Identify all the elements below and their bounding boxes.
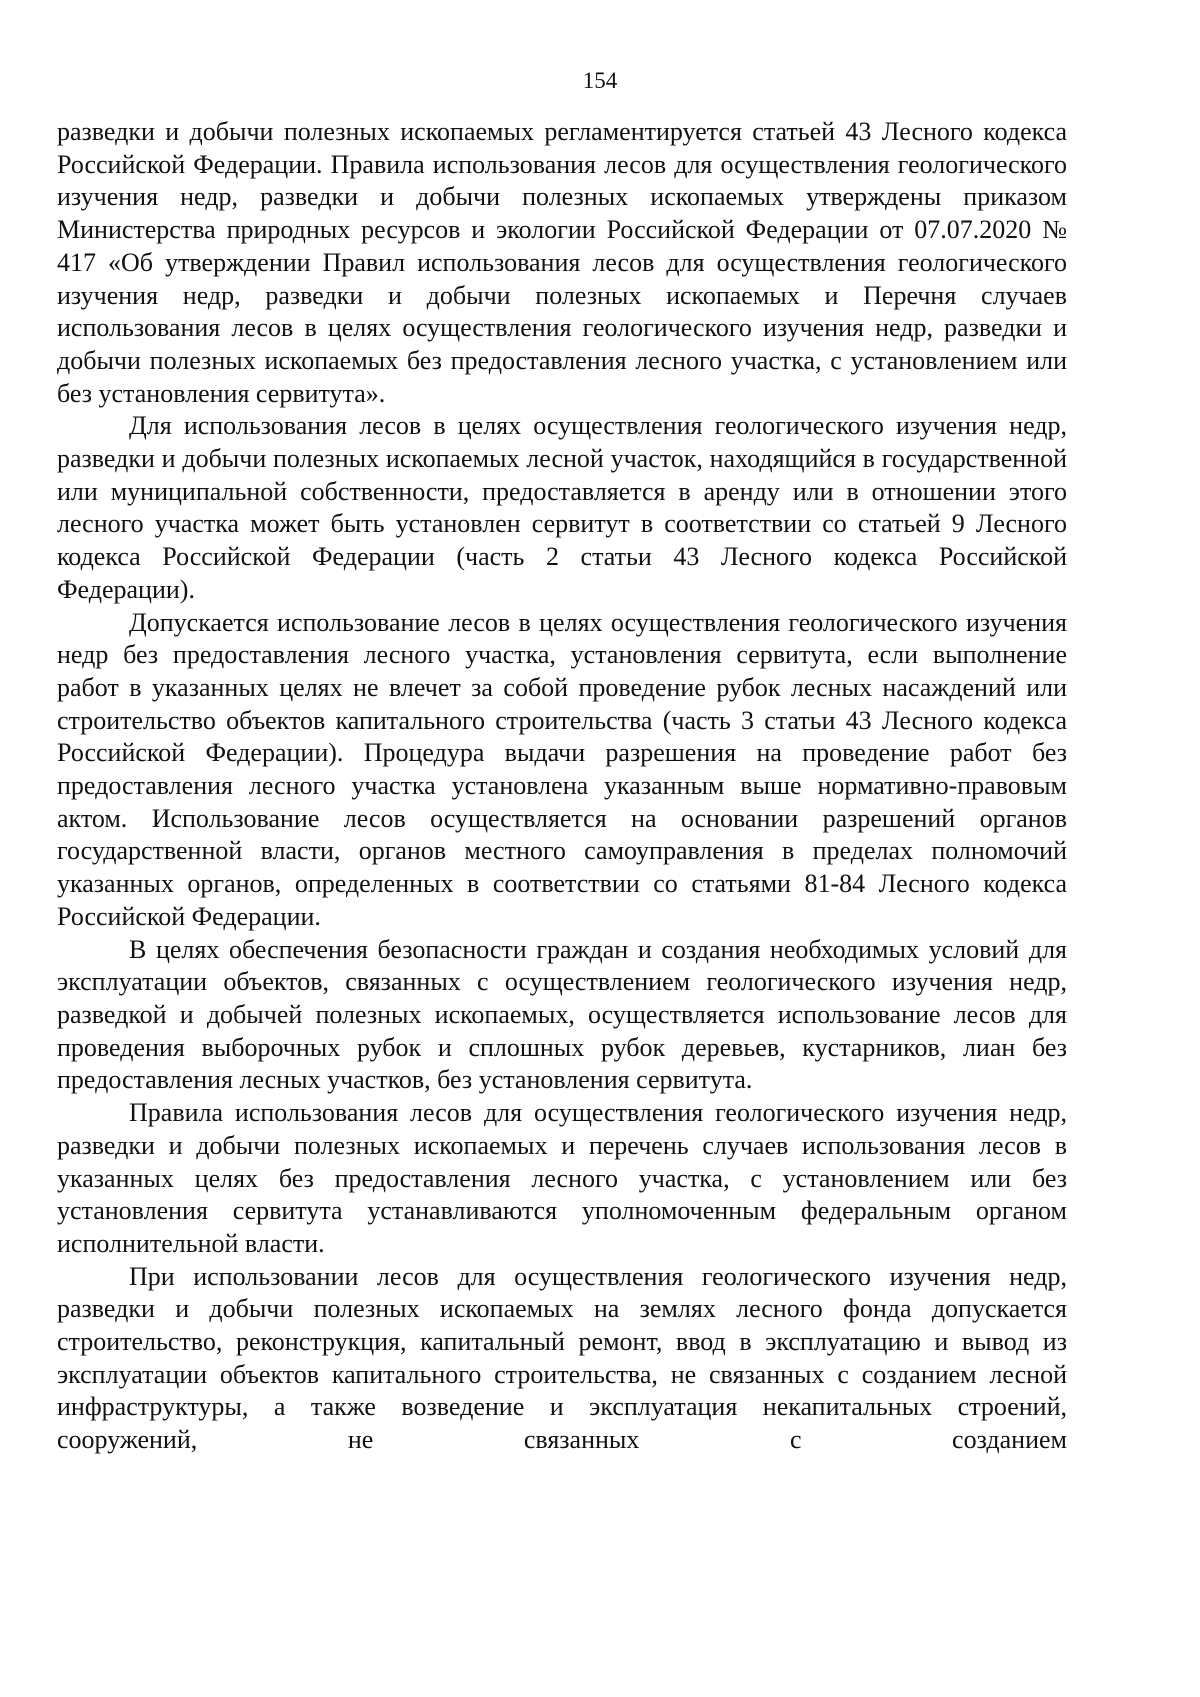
page-number: 154	[582, 68, 618, 93]
paragraph-without-plot: Допускается использование лесов в целях осуществления геологического изучения недр без предоставления лесного участка, установления сервитута, если выполнение работ в указанных целях не влечет за собой проведение рубок лесных насаждений или строительство объектов капитального строительства (часть 3 статьи 43 Лесного кодекса Российской Федерации). Процедура выдачи разрешения на проведение работ без предоставления лесного участка установлена указанным выше нормативно-правовым актом. Использование лесов осуществляется на основании разрешений органов государственной власти, органов местного самоуправления в пределах полномочий указанных органов, определенных в соответствии со статьями 81-84 Лесного кодекса Российской Федерации.	[57, 607, 1067, 931]
document-body	[57, 116, 1067, 1457]
paragraph-rules-federal-body: Правила использования лесов для осуществления геологического изучения недр, разведки и добычи полезных ископаемых и перечень случаев использования лесов в указанных целях без предоставления лесного участка, с установлением или без установления сервитута устанавливаются уполномоченным федеральным органом исполнительной власти.	[57, 1098, 1067, 1258]
paragraph-continuation: разведки и добычи полезных ископаемых регламентируется статьей 43 Лесного кодекса Российской Федерации. Правила использования лесов для осуществления геологического изучения недр, разведки и добычи полезных ископаемых утверждены приказом Министерства природных ресурсов и экологии Российской Федерации от 07.07.2020 № 417 «Об утверждении Правил использования лесов для осуществления геологического изучения недр, разведки и добычи полезных ископаемых и Перечня случаев использования лесов в целях осуществления геологического изучения недр, разведки и добычи полезных ископаемых без предоставления лесного участка, с установлением или без установления сервитута».	[57, 117, 1067, 408]
paragraph-lease-servitude: Для использования лесов в целях осуществления геологического изучения недр, разведки и добычи полезных ископаемых лесной участок, находящийся в государственной или муниципальной собственности, предоставляется в аренду или в отношении этого лесного участка может быть установлен сервитут в соответствии со статьей 9 Лесного кодекса Российской Федерации (часть 2 статьи 43 Лесного кодекса Российской Федерации).	[57, 411, 1067, 604]
paragraph-construction: При использовании лесов для осуществления геологического изучения недр, разведки и добычи полезных ископаемых на землях лесного фонда допускается строительство, реконструкция, капитальный ремонт, ввод в эксплуатацию и вывод из эксплуатации объектов капитального строительства, не связанных с созданием лесной инфраструктуры, а также возведение и эксплуатация некапитальных строений, сооружений, не связанных с созданием	[57, 1261, 1067, 1455]
paragraph-safety-felling: В целях обеспечения безопасности граждан и создания необходимых условий для эксплуатации объектов, связанных с осуществлением геологического изучения недр, разведкой и добычей полезных ископаемых, осуществляется использование лесов для проведения выборочных рубок и сплошных рубок деревьев, кустарников, лиан без предоставления лесных участков, без установления сервитута.	[57, 934, 1067, 1095]
